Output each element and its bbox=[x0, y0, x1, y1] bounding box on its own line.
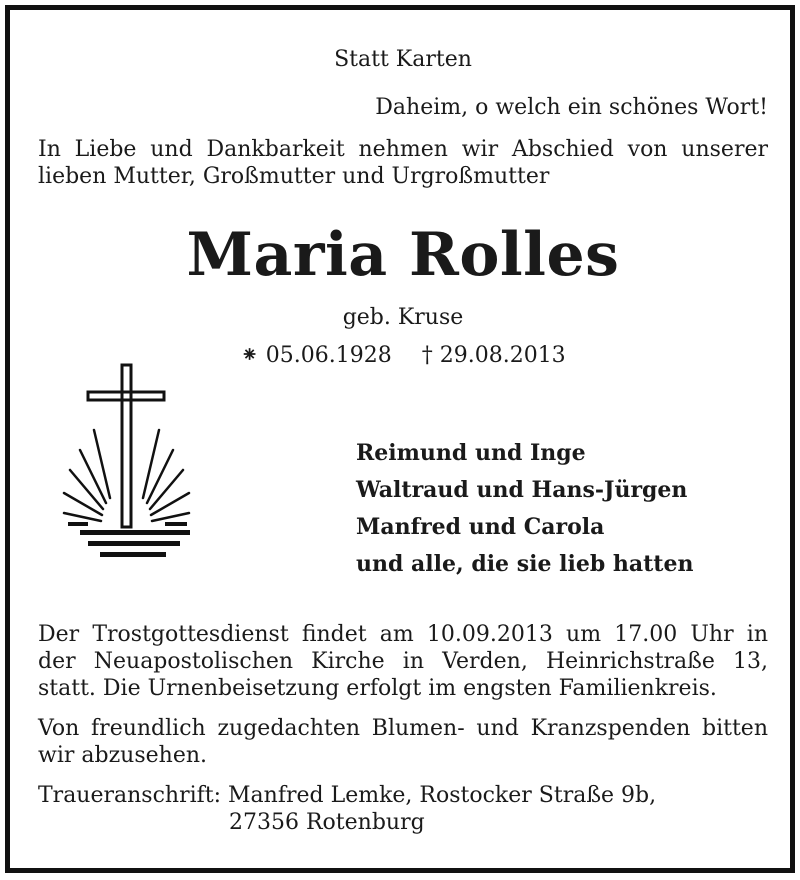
statt-karten-text: Statt Karten bbox=[334, 47, 472, 72]
intro-line-1: In Liebe und Dankbarkeit nehmen wir Abschied von unserer bbox=[38, 137, 768, 162]
address-line-1: Traueranschrift: Manfred Lemke, Rostocker Straße 9b, bbox=[38, 783, 657, 808]
motto-text: Daheim, o welch ein schönes Wort! bbox=[375, 95, 768, 120]
service-line-1: Der Trostgottesdienst findet am 10.09.2013 um 17.00 Uhr in bbox=[38, 622, 768, 647]
intro-line-2: lieben Mutter, Großmutter und Urgroßmutter bbox=[38, 164, 550, 189]
birth-star-icon: ⁕ bbox=[240, 343, 259, 368]
birth-date: 05.06.1928 bbox=[265, 343, 392, 368]
cross-sunrise-water-icon bbox=[58, 358, 208, 558]
flowers-line-1: Von freundlich zugedachten Blumen- und Kranzspenden bitten bbox=[38, 716, 768, 741]
mourners-list bbox=[356, 438, 693, 586]
birth-name: geb. Kruse bbox=[342, 305, 464, 330]
mourner-item: und alle, die sie lieb hatten bbox=[356, 551, 694, 577]
service-line-3: statt. Die Urnenbeisetzung erfolgt im engsten Familienkreis. bbox=[38, 676, 717, 701]
obituary-content bbox=[38, 10, 768, 868]
address-line-2: 27356 Rotenburg bbox=[229, 810, 425, 835]
death-date: 29.08.2013 bbox=[439, 343, 566, 368]
deceased-name: Maria Rolles bbox=[186, 220, 620, 290]
mourner-item: Manfred und Carola bbox=[356, 514, 605, 540]
flowers-line-2: wir abzusehen. bbox=[38, 743, 207, 768]
obituary-frame bbox=[5, 5, 795, 873]
mourner-item: Waltraud und Hans-Jürgen bbox=[356, 477, 688, 503]
service-line-2: der Neuapostolischen Kirche in Verden, Heinrichstraße 13, bbox=[38, 649, 768, 674]
death-cross-icon: † bbox=[421, 343, 433, 368]
mourner-item: Reimund und Inge bbox=[356, 440, 586, 466]
